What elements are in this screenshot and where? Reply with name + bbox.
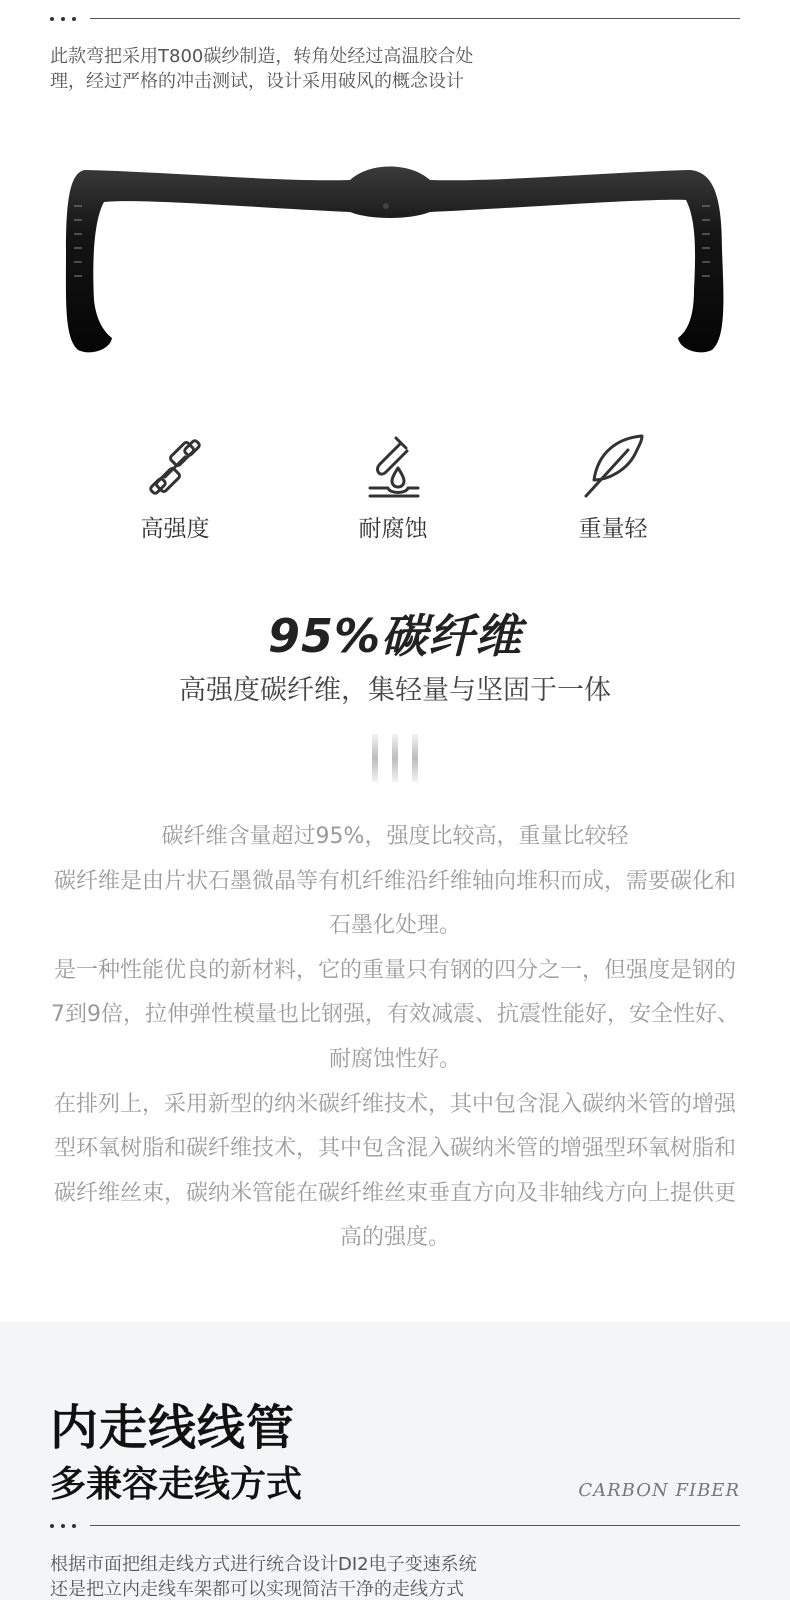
divider-bottom [50, 1521, 740, 1531]
feature-label: 高强度 [140, 516, 210, 542]
feature-lightweight [538, 432, 688, 543]
intro-line: 理，经过严格的冲击测试，设计采用破风的概念设计 [50, 71, 464, 92]
handlebar-bolt [383, 203, 389, 209]
handlebar-shape [66, 167, 724, 353]
body-text [50, 815, 740, 1261]
routing-line: 还是把立内走线车架都可以实现简洁干净的走线方式 [50, 1579, 464, 1600]
subheadline: 高强度碳纤维，集轻量与坚固于一体 [179, 675, 611, 706]
divider-dots [50, 1524, 80, 1528]
test-tube-drop-icon [358, 432, 428, 502]
body-paragraph: 碳纤维含量超过95%，强度比较高，重量比较轻 [161, 824, 629, 849]
decorative-bars [372, 734, 418, 782]
dumbbell-icon [140, 432, 210, 502]
body-paragraph: 在排列上，采用新型的纳米碳纤维技术，其中包含混入碳纳米管的增强型环氧树脂和碳纤维技术，其中包含混入碳纳米管的增强型环氧树脂和碳纤维丝束，碳纳米管能在碳纤维丝束垂直方向及非轴线方向上提供更高的强度。 [53, 1091, 736, 1251]
feature-label: 耐腐蚀 [358, 516, 428, 542]
divider-top [50, 14, 740, 24]
intro-line: 此款弯把采用T800碳纱制造，转角处经过高温胶合处 [50, 46, 474, 67]
intro-text [50, 44, 610, 94]
divider-line [90, 18, 740, 19]
headline: 95%碳纤维 [267, 609, 523, 663]
divider-dots [50, 17, 80, 21]
divider-line [90, 1525, 740, 1526]
feature-corrosion [318, 432, 468, 543]
routing-title: 内走线线管 [50, 1400, 296, 1456]
body-paragraph: 碳纤维是由片状石墨微晶等有机纤维沿纤维轴向堆积而成，需要碳化和石墨化处理。 [53, 868, 736, 939]
carbon-fiber-script: CARBON FIBER [578, 1480, 740, 1501]
feather-icon [578, 432, 648, 502]
body-paragraph: 是一种性能优良的新材料，它的重量只有钢的四分之一，但强度是钢的7到9倍，拉伸弹性模量也比钢强，有效减震、抗震性能好，安全性好、耐腐蚀性好。 [51, 957, 739, 1072]
routing-text [50, 1552, 650, 1602]
routing-line: 根据市面把组走线方式进行统合设计DI2电子变速系统 [50, 1554, 477, 1575]
feature-strength [100, 432, 250, 543]
routing-subtitle: 多兼容走线方式 [50, 1464, 303, 1505]
handlebar-image [50, 160, 740, 365]
feature-label: 重量轻 [578, 516, 648, 542]
